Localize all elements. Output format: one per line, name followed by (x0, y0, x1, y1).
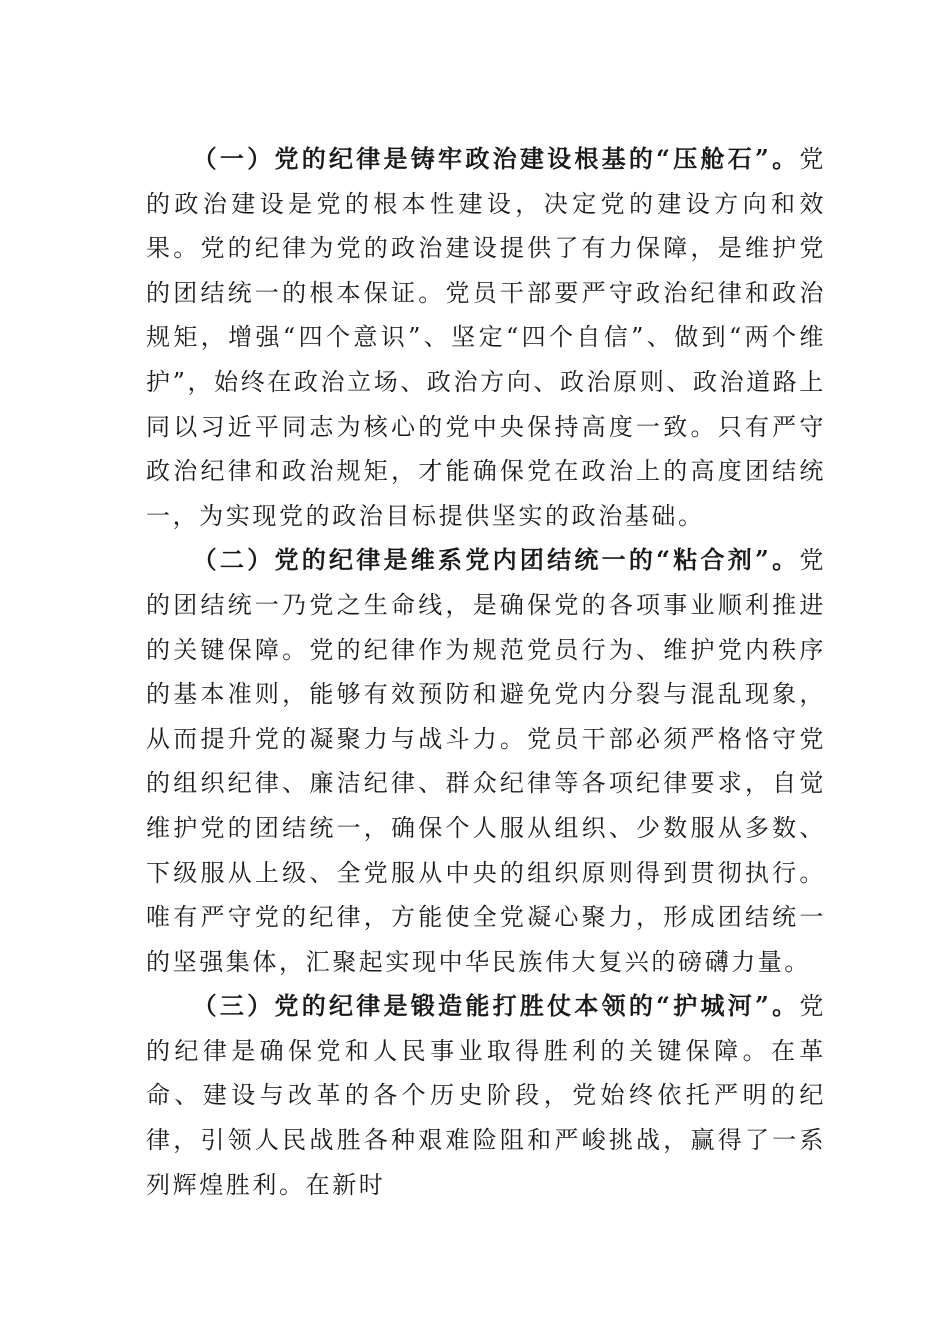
paragraph-3 (146, 984, 826, 1207)
paragraph-1-body: 党的政治建设是党的根本性建设，决定党的建设方向和效果。党的纪律为党的政治建设提供了有力保障，是维护党的团结统一的根本保证。党员干部要严守政治纪律和政治规矩，增强“四个意识”、坚定“四个自信”、做到“两个维护”，始终在政治立场、政治方向、政治原则、政治道路上同以习近平同志为核心的党中央保持高度一致。只有严守政治纪律和政治规矩，才能确保党在政治上的高度团结统一，为实现党的政治目标提供坚实的政治基础。 (146, 145, 826, 530)
paragraph-1-heading: （一）党的纪律是铸牢政治建设根基的“压舱石”。 (192, 144, 800, 173)
paragraph-2-body: 党的团结统一乃党之生命线，是确保党的各项事业顺利推进的关键保障。党的纪律作为规范党员行为、维护党内秩序的基本准则，能够有效预防和避免党内分裂与混乱现象，从而提升党的凝聚力与战斗力。党员干部必须严格恪守党的组织纪律、廉洁纪律、群众纪律等各项纪律要求，自觉维护党的团结统一，确保个人服从组织、少数服从多数、下级服从上级、全党服从中央的组织原则得到贯彻执行。唯有严守党的纪律，方能使全党凝心聚力，形成团结统一的坚强集体，汇聚起实现中华民族伟大复兴的磅礴力量。 (146, 546, 826, 976)
document-page (146, 137, 826, 1207)
paragraph-3-heading: （三）党的纪律是锻造能打胜仗本领的“护城河”。 (192, 991, 800, 1021)
paragraph-2-heading: （二）党的纪律是维系党内团结统一的“粘合剂”。 (192, 545, 800, 575)
paragraph-3-body: 党的纪律是确保党和人民事业取得胜利的关键保障。在革命、建设与改革的各个历史阶段，党始终依托严明的纪律，引领人民战胜各种艰难险阻和严峻挑战，赢得了一系列辉煌胜利。在新时 (146, 992, 826, 1199)
paragraph-1 (146, 137, 826, 538)
paragraph-2 (146, 538, 826, 984)
